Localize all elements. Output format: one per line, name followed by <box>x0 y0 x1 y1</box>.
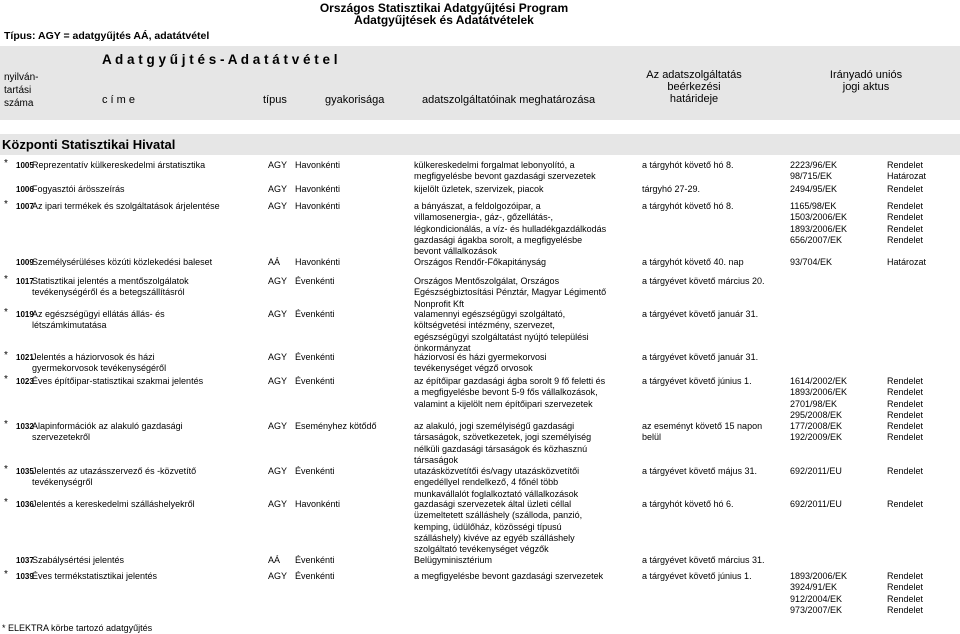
registry-number: 1005 <box>16 161 34 170</box>
data-providers-line: a megfigyelésbe bevont gazdasági szervezetek <box>414 571 604 581</box>
data-providers <box>414 257 639 268</box>
table-row <box>0 464 960 499</box>
eu-act-code: 1503/2006/EK <box>790 212 848 223</box>
data-providers <box>414 421 639 466</box>
data-providers-line: társaságok <box>414 454 459 465</box>
data-providers-line: kijelölt üzletek, szervizek, piacok <box>414 184 544 194</box>
survey-type: AGY <box>268 309 288 319</box>
type-legend: Típus: AGY = adatgyűjtés AÁ, adatátvétel <box>4 30 210 42</box>
header-line: tartási <box>4 85 32 96</box>
survey-frequency: Évenkénti <box>295 276 335 286</box>
registry-number: 1036 <box>16 500 34 509</box>
header-deadline <box>614 69 774 106</box>
eu-act-code: 692/2011/EU <box>790 499 842 509</box>
eu-act-kind: Határozat <box>887 171 927 182</box>
survey-title-line: Jelentés a kereskedelmi szálláshelyekről <box>32 499 195 509</box>
eu-act-kind: Rendelet <box>887 409 924 420</box>
survey-title-line: Személysérüléses közúti közlekedési baleset <box>32 257 213 267</box>
survey-type: AGY <box>268 376 288 386</box>
eu-act-kind: Rendelet <box>887 398 924 409</box>
data-providers-line: tevékenységet végző orvosok <box>414 363 533 374</box>
survey-frequency: Évenkénti <box>295 555 335 565</box>
submission-deadline <box>642 571 787 582</box>
survey-frequency: Havonkénti <box>295 201 341 211</box>
eu-act <box>790 224 950 235</box>
data-providers <box>414 571 639 582</box>
footnote: * ELEKTRA körbe tartozó adatgyűjtés <box>2 623 153 633</box>
submission-deadline-line: a tárgyévet követő március 31. <box>642 555 765 565</box>
header-line: nyilván- <box>4 72 39 83</box>
eu-act-code: 98/715/EK <box>790 171 833 182</box>
elektra-marker: * <box>4 307 8 318</box>
eu-act-code: 1893/2006/EK <box>790 223 848 234</box>
submission-deadline <box>642 376 787 387</box>
eu-act <box>790 582 950 593</box>
data-providers-line: megfigyelésbe bevont gazdasági szervezetek <box>414 171 596 182</box>
eu-act-code: 1165/98/EK <box>790 201 837 211</box>
survey-title-line: gyermekorvosok tevékenységéről <box>32 363 167 374</box>
data-providers <box>414 276 639 310</box>
data-providers-line: külkereskedelmi forgalmat lebonyolító, a <box>414 160 575 170</box>
eu-act-kind: Rendelet <box>887 432 924 443</box>
data-providers-line: Országos Rendőr-Főkapitányság <box>414 257 547 267</box>
registry-number: 1007 <box>16 202 34 211</box>
eu-act <box>790 387 950 398</box>
eu-acts <box>790 376 950 421</box>
eu-act <box>790 571 950 582</box>
table-row <box>0 274 960 309</box>
submission-deadline-line: a tárgyhót követő hó 6. <box>642 499 734 509</box>
survey-frequency: Évenkénti <box>295 376 335 386</box>
survey-frequency: Évenkénti <box>295 352 335 362</box>
registry-number: 1019 <box>16 310 34 319</box>
document-subtitle: Adatgyűjtések és Adatátvételek <box>354 13 534 27</box>
submission-deadline-line: a tárgyévet követő január 31. <box>642 309 759 319</box>
eu-act <box>790 594 950 605</box>
survey-frequency: Évenkénti <box>295 466 335 476</box>
data-providers-line: Egészségbiztosítási Pénztár, Magyar Légimentő <box>414 287 607 298</box>
eu-act <box>790 410 950 421</box>
eu-act-code: 692/2011/EU <box>790 466 842 476</box>
data-providers-line: szolgáltató tevékenységet végzők <box>414 544 549 555</box>
data-providers-line: egészségügyi szolgáltatást nyújtó települési <box>414 331 589 342</box>
header-registry-number <box>4 71 38 110</box>
eu-act-code: 2701/98/EK <box>790 398 838 409</box>
eu-act-code: 3924/91/EK <box>790 582 838 593</box>
eu-acts <box>790 201 950 246</box>
survey-title-line: Éves termékstatisztikai jelentés <box>32 571 158 581</box>
eu-act-code: 656/2007/EK <box>790 234 843 245</box>
survey-title-line: Jelentés a háziorvosok és házi <box>32 352 155 362</box>
submission-deadline <box>642 201 787 212</box>
survey-title-line: Jelentés az utazásszervező és -közvetítő <box>32 466 197 476</box>
elektra-marker: * <box>4 464 8 475</box>
data-providers-line: valamennyi egészségügyi szolgáltató, <box>414 309 566 319</box>
data-providers-line: az építőipar gazdasági ágba sorolt 9 fő feletti és <box>414 376 606 386</box>
submission-deadline-line: tárgyhó 27-29. <box>642 184 701 194</box>
submission-deadline-line: a tárgyévet követő június 1. <box>642 376 752 386</box>
eu-act-kind: Rendelet <box>887 571 924 581</box>
eu-act <box>790 235 950 246</box>
data-providers-line: gazdasági szervezetek által üzleti céllal <box>414 499 572 509</box>
submission-deadline <box>642 309 787 320</box>
header-line: Irányadó uniós <box>829 69 903 81</box>
survey-title-line: Alapinformációk az alakuló gazdasági <box>32 421 183 431</box>
eu-act <box>790 421 950 432</box>
submission-deadline <box>642 352 787 363</box>
survey-title-line: Éves építőipar-statisztikai szakmai jelentés <box>32 376 204 386</box>
registry-number: 1037 <box>16 556 34 565</box>
elektra-marker: * <box>4 419 8 430</box>
submission-deadline-line: belül <box>642 432 662 443</box>
data-providers <box>414 352 639 375</box>
survey-type: AÁ <box>268 257 281 267</box>
survey-frequency: Havonkénti <box>295 257 341 267</box>
survey-type: AGY <box>268 352 288 362</box>
survey-title <box>32 276 264 299</box>
data-providers-line: szálláshely) kivéve az egyéb szálláshely <box>414 532 575 543</box>
data-providers-line: társaságok, szövetkezetek, jogi személyiség <box>414 432 592 443</box>
eu-act-kind: Rendelet <box>887 201 924 211</box>
eu-act <box>790 257 950 268</box>
submission-deadline-line: a tárgyhót követő hó 8. <box>642 160 734 170</box>
data-providers <box>414 499 639 555</box>
eu-act-kind: Rendelet <box>887 421 924 431</box>
eu-act-code: 1614/2002/EK <box>790 376 848 386</box>
eu-act <box>790 499 950 510</box>
survey-type: AGY <box>268 160 288 170</box>
data-providers <box>414 160 639 183</box>
eu-act-kind: Határozat <box>887 257 927 267</box>
eu-act <box>790 376 950 387</box>
data-providers-line: költségvetési intézmény, szervezet, <box>414 320 555 331</box>
survey-title-line: létszámkimutatása <box>32 320 107 331</box>
survey-frequency: Havonkénti <box>295 160 341 170</box>
data-providers-line: munkavállalót foglalkoztató vállalkozások <box>414 488 579 499</box>
survey-frequency: Évenkénti <box>295 571 335 581</box>
survey-title <box>32 376 264 387</box>
eu-act-code: 192/2009/EK <box>790 432 843 443</box>
eu-act <box>790 201 950 212</box>
submission-deadline-line: a tárgyévet követő március 20. <box>642 276 765 286</box>
submission-deadline <box>642 421 787 444</box>
survey-title <box>32 160 264 171</box>
survey-frequency: Havonkénti <box>295 499 341 509</box>
survey-frequency: Évenkénti <box>295 309 335 319</box>
data-providers <box>414 376 639 410</box>
registry-number: 1039 <box>16 572 34 581</box>
header-providers: adatszolgáltatóinak meghatározása <box>422 94 596 106</box>
eu-act-kind: Rendelet <box>887 184 924 194</box>
submission-deadline-line: a tárgyévet követő május 31. <box>642 466 758 476</box>
eu-act <box>790 160 950 171</box>
eu-act-kind: Rendelet <box>887 160 924 170</box>
eu-act-code: 973/2007/EK <box>790 604 843 615</box>
header-line: Az adatszolgáltatás <box>646 69 742 81</box>
survey-title <box>32 499 264 510</box>
submission-deadline-line: a tárgyhót követő hó 8. <box>642 201 734 211</box>
registry-number: 1006 <box>16 185 34 194</box>
data-providers-line: engedéllyel rendelkező, 4 főnél több <box>414 477 559 488</box>
eu-act-kind: Rendelet <box>887 499 924 509</box>
eu-acts <box>790 160 950 183</box>
data-providers <box>414 555 639 566</box>
data-providers-line: önkormányzat <box>414 342 471 353</box>
survey-title-line: Szabálysértési jelentés <box>32 555 125 565</box>
data-providers-line: légkondicionálás, a víz- és hulladékgazdálkodás <box>414 223 607 234</box>
survey-type: AGY <box>268 276 288 286</box>
eu-act <box>790 432 950 443</box>
data-providers-line: üzemeltetett szálláshely (szálloda, panzió, <box>414 510 583 521</box>
survey-title-line: Statisztikai jelentés a mentőszolgálatok <box>32 276 189 286</box>
eu-act-code: 295/2008/EK <box>790 409 843 420</box>
submission-deadline-line: a tárgyévet követő június 1. <box>642 571 752 581</box>
survey-type: AGY <box>268 201 288 211</box>
eu-act-code: 1893/2006/EK <box>790 387 848 398</box>
section-title: Központi Statisztikai Hivatal <box>2 137 176 152</box>
header-line: beérkezési <box>667 81 721 94</box>
data-providers <box>414 201 639 257</box>
data-providers <box>414 309 639 354</box>
survey-frequency: Havonkénti <box>295 184 341 194</box>
eu-act <box>790 466 950 477</box>
eu-act-kind: Rendelet <box>887 223 924 234</box>
elektra-marker: * <box>4 199 8 210</box>
survey-title-line: Reprezentatív külkereskedelmi árstatisztika <box>32 160 206 170</box>
eu-act <box>790 171 950 182</box>
survey-type: AGY <box>268 184 288 194</box>
data-providers-line: valamint a kijelölt nem építőipari szervezetek <box>414 398 593 409</box>
eu-act-kind: Rendelet <box>887 466 924 476</box>
table-row <box>0 158 960 182</box>
eu-act-code: 1893/2006/EK <box>790 571 848 581</box>
eu-act-code: 93/704/EK <box>790 257 833 267</box>
eu-act-kind: Rendelet <box>887 593 924 604</box>
survey-type: AGY <box>268 499 288 509</box>
submission-deadline <box>642 257 787 268</box>
header-eu-act <box>796 69 936 93</box>
survey-title <box>32 184 264 195</box>
registry-number: 1017 <box>16 277 34 286</box>
eu-act <box>790 605 950 616</box>
eu-acts <box>790 421 950 444</box>
header-line: jogi aktus <box>842 81 890 94</box>
data-providers-line: kemping, üdülőház, közösségi típusú <box>414 521 562 532</box>
eu-act-kind: Rendelet <box>887 582 924 593</box>
eu-acts <box>790 571 950 616</box>
header-frequency: gyakorisága <box>325 94 385 106</box>
submission-deadline-line: az eseményt követő 15 napon <box>642 421 763 431</box>
table-row <box>0 350 960 374</box>
survey-type: AGY <box>268 466 288 476</box>
eu-acts <box>790 466 950 477</box>
eu-acts <box>790 499 950 510</box>
survey-title <box>32 421 264 444</box>
elektra-marker: * <box>4 569 8 580</box>
header-main-title: A d a t g y ű j t é s - A d a t á t v é t e l <box>102 52 338 67</box>
submission-deadline-line: a tárgyévet követő január 31. <box>642 352 759 362</box>
header-name: c í m e <box>102 94 136 106</box>
submission-deadline <box>642 466 787 477</box>
survey-title-line: tevékenységről <box>32 477 93 488</box>
data-providers-line: utazásközvetítői és/vagy utazásközvetítői <box>414 466 580 476</box>
eu-act-kind: Rendelet <box>887 234 924 245</box>
eu-act-code: 912/2004/EK <box>790 593 843 604</box>
registry-number: 1009 <box>16 258 34 267</box>
eu-acts <box>790 184 950 195</box>
document-title: Országos Statisztikai Adatgyűjtési Program <box>319 1 569 15</box>
table-row <box>0 497 960 555</box>
elektra-marker: * <box>4 350 8 361</box>
data-providers-line: gazdasági ágakba sorolt, a megfigyelésbe <box>414 234 583 245</box>
survey-title <box>32 201 264 212</box>
data-providers <box>414 466 639 500</box>
elektra-marker: * <box>4 158 8 169</box>
table-row <box>0 307 960 353</box>
survey-title-line: Az ipari termékek és szolgáltatások árjelentése <box>32 201 220 211</box>
eu-act-kind: Rendelet <box>887 387 924 398</box>
table-row <box>0 184 960 196</box>
header-type: típus <box>263 94 287 106</box>
data-providers-line: a megfigyelésbe bevont 5-9 fős vállalkozások, <box>414 387 598 398</box>
submission-deadline <box>642 555 787 566</box>
survey-type: AGY <box>268 571 288 581</box>
table-row <box>0 374 960 420</box>
survey-title <box>32 571 264 582</box>
survey-type: AÁ <box>268 555 281 565</box>
eu-act-code: 177/2008/EK <box>790 421 843 431</box>
data-providers-line: az alakuló, jogi személyiségű gazdasági <box>414 421 575 431</box>
data-providers-line: a bányászat, a feldolgozóipar, a <box>414 201 541 211</box>
submission-deadline <box>642 276 787 287</box>
header-line: száma <box>4 98 34 109</box>
data-providers-line: Belügyminisztérium <box>414 555 493 565</box>
table-row <box>0 199 960 257</box>
eu-acts <box>790 257 950 268</box>
data-providers-line: háziorvosi és házi gyermekorvosi <box>414 352 547 362</box>
submission-deadline <box>642 160 787 171</box>
survey-title-line: Fogyasztói árösszeírás <box>32 184 125 194</box>
eu-act-code: 2494/95/EK <box>790 184 838 194</box>
table-row <box>0 257 960 269</box>
header-line: határideje <box>669 93 719 106</box>
table-row <box>0 419 960 465</box>
registry-number: 1035 <box>16 467 34 476</box>
survey-type: AGY <box>268 421 288 431</box>
submission-deadline <box>642 499 787 510</box>
submission-deadline-line: a tárgyhót követő 40. nap <box>642 257 744 267</box>
registry-number: 1032 <box>16 422 34 431</box>
registry-number: 1023 <box>16 377 34 386</box>
data-providers-line: villamosenergia-, gáz-, gőzellátás-, <box>414 212 554 223</box>
elektra-marker: * <box>4 274 8 285</box>
survey-title <box>32 352 264 375</box>
table-row <box>0 569 960 615</box>
elektra-marker: * <box>4 374 8 385</box>
eu-act <box>790 184 950 195</box>
data-providers-line: Nonprofit Kft <box>414 298 465 309</box>
eu-act-kind: Rendelet <box>887 376 924 386</box>
survey-title <box>32 466 264 489</box>
submission-deadline <box>642 184 787 195</box>
survey-title <box>32 309 264 332</box>
data-providers-line: bevont vállalkozások <box>414 246 498 257</box>
survey-title <box>32 555 264 566</box>
elektra-marker: * <box>4 497 8 508</box>
eu-act <box>790 399 950 410</box>
table-row <box>0 555 960 567</box>
registry-number: 1021 <box>16 353 34 362</box>
data-providers-line: nélküli gazdasági társaságok és közhasznú <box>414 443 588 454</box>
survey-title-line: tevékenységéről és a betegszállításról <box>32 287 185 298</box>
eu-act-kind: Rendelet <box>887 604 924 615</box>
data-providers-line: Országos Mentőszolgálat, Országos <box>414 276 560 286</box>
eu-act <box>790 212 950 223</box>
survey-title-line: Az egészségügyi ellátás állás- és <box>32 309 165 319</box>
eu-act-code: 2223/96/EK <box>790 160 838 170</box>
survey-title-line: szervezetekről <box>32 432 91 443</box>
survey-frequency: Eseményhez kötődő <box>295 421 377 431</box>
survey-title <box>32 257 264 268</box>
eu-act-kind: Rendelet <box>887 212 924 223</box>
data-providers <box>414 184 639 195</box>
